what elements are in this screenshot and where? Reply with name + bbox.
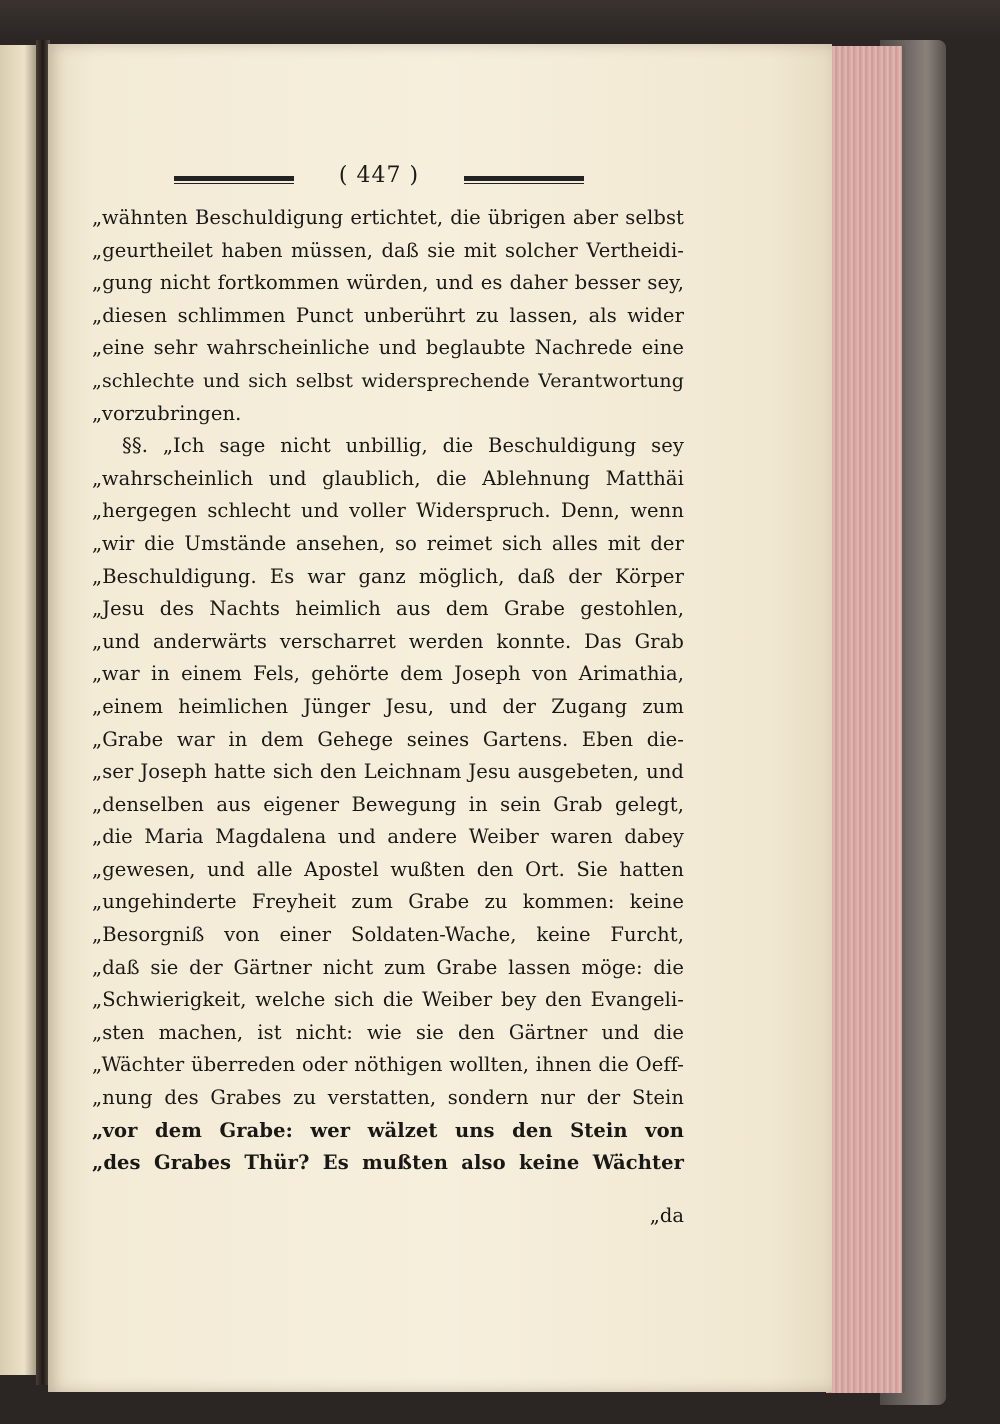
header-rule-left <box>174 176 294 184</box>
text-line: „Beschuldigung. Es war ganz möglich, daß der Körper <box>92 564 684 588</box>
text-line: „Besorgniß von einer Soldaten-Wache, keine Furcht, <box>92 923 684 947</box>
text-line: „vorzubringen. <box>92 401 242 425</box>
text-line: „schlechte und sich selbst widersprechende Verantwortung <box>92 369 684 392</box>
catchword: „da <box>649 1204 684 1227</box>
text-line: „wähnten Beschuldigung ertichtet, die übrigen aber selbst <box>92 206 684 229</box>
text-line: „denselben aus eigener Bewegung in sein Grab gelegt, <box>92 792 684 816</box>
text-line: „wahrscheinlich und glaublich, die Ablehnung Matthäi <box>92 466 684 490</box>
text-line: „des Grabes Thür? Es mußten also keine Wächter <box>92 1151 684 1175</box>
text-line: „ungehinderte Freyheit zum Grabe zu kommen: keine <box>92 890 684 914</box>
header-rule-right <box>464 176 584 184</box>
body-text <box>92 202 684 1180</box>
text-line: „sten machen, ist nicht: wie sie den Gärtner und die <box>92 1020 684 1044</box>
page-number: ( 447 ) <box>338 163 420 188</box>
text-line: „ser Joseph hatte sich den Leichnam Jesu ausgebeten, und <box>92 760 684 784</box>
text-line: „Grabe war in dem Gehege seines Gartens. Eben die- <box>92 727 684 751</box>
text-line: „daß sie der Gärtner nicht zum Grabe lassen möge: die <box>92 955 684 979</box>
text-line: „nung des Grabes zu verstatten, sondern nur der Stein <box>92 1086 684 1110</box>
text-line: „einem heimlichen Jünger Jesu, und der Zugang zum <box>92 694 684 718</box>
text-line: §§. „Ich sage nicht unbillig, die Beschuldigung sey <box>122 434 684 458</box>
text-line: „gewesen, und alle Apostel wußten den Ort. Sie hatten <box>92 857 684 881</box>
text-line: „wir die Umstände ansehen, so reimet sich alles mit der <box>92 531 684 555</box>
page-stack-edge <box>826 46 905 1393</box>
text-line: „die Maria Magdalena und andere Weiber waren dabey <box>92 825 684 849</box>
text-line: „geurtheilet haben müssen, daß sie mit solcher Vertheidi- <box>92 238 684 262</box>
text-line: „hergegen schlecht und voller Widerspruch. Denn, wenn <box>92 499 684 523</box>
text-line: „vor dem Grabe: wer wälzet uns den Stein von <box>92 1118 684 1142</box>
text-line: „diesen schlimmen Punct unberührt zu lassen, als wider <box>92 303 684 327</box>
text-line: „Schwierigkeit, welche sich die Weiber bey den Evangeli- <box>92 988 684 1012</box>
text-line: „und anderwärts verscharret werden konnte. Das Grab <box>92 629 684 653</box>
text-line: „Jesu des Nachts heimlich aus dem Grabe gestohlen, <box>92 597 684 621</box>
text-line: „war in einem Fels, gehörte dem Joseph von Arimathia, <box>92 662 684 686</box>
text-line: „gung nicht fortkommen würden, und es daher besser sey, <box>92 271 684 295</box>
text-line: „Wächter überreden oder nöthigen wollten, ihnen die Oeff- <box>92 1053 684 1077</box>
text-line: „eine sehr wahrscheinliche und beglaubte Nachrede eine <box>92 336 684 360</box>
page-header <box>124 163 584 197</box>
background <box>0 0 1000 40</box>
